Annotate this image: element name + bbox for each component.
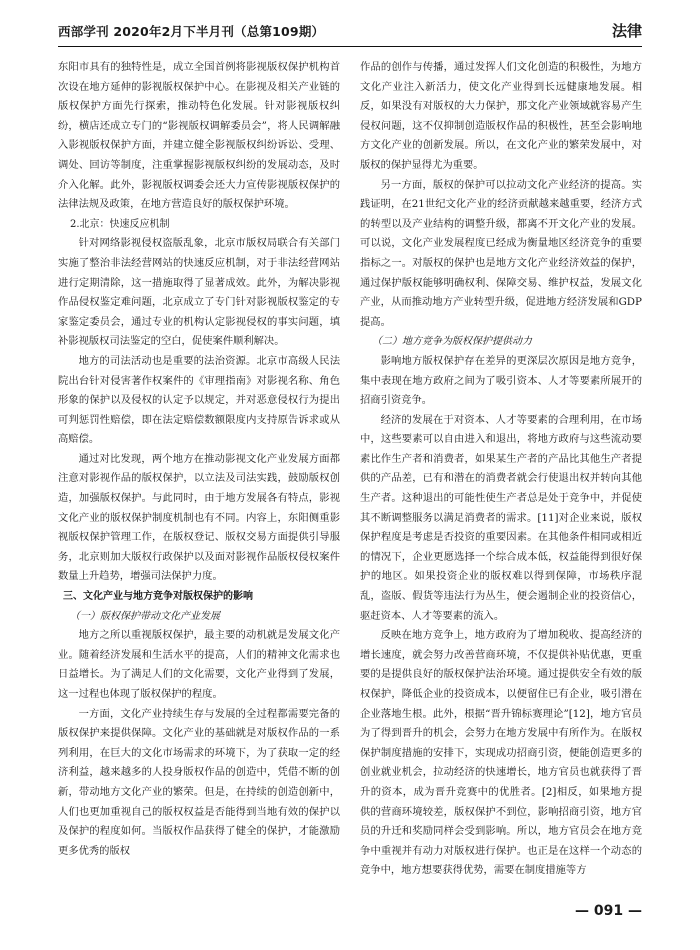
left-column xyxy=(58,58,340,861)
subsection-heading xyxy=(58,607,340,627)
page-number: — 091 — xyxy=(575,903,642,919)
page-header xyxy=(58,20,642,42)
paragraph: 东阳市具有的独特性是，成立全国首例将影视版权保护机构首次设在地方延伸的影视版权保护中心。在影视及相关产业链的版权保护方面先行探索，推动特色化发展。针对影视版权纠纷，横店还成立专门的“影视版权调解委员会”，将人民调解融入影视版权保护方面，并建立健全影视版权纠纷诉讼、受理、调处、回访等制度，注重掌握影视版权纠纷的发展动态，及时介入化解。此外，影视版权调委会还大力宣传影视版权保护的法律法规及政策，在地方营造良好的版权保护环境。 xyxy=(58,61,340,211)
right-column xyxy=(360,58,642,881)
section-name: 法律 xyxy=(611,22,642,40)
paragraph: 经济的发展在于对资本、人才等要素的合理利用，在市场中，这些要素可以自由进入和退出，将地方政府与这些流动要素比作生产者和消费者，如果某生产者的产品比其他生产者提供的产品差，已有和潜在的消费者就会行使退出权并转向其他生产者。这种退出的可能性使生产者总是处于竞争中，并促使其不断调整服务以满足消费者的需求。[11]对企业来说，版权保护程度是考虑是否投资的重要因素。在其他条件相同或相近的情况下，企业更愿选择一个综合成本低，权益能得到很好保护的地区。如果投资企业的版权难以得到保障，市场秩序混乱，盗版、假货等违法行为丛生，便会遏制企业的投资信心，驱赶资本、人才等要素的流入。 xyxy=(360,413,642,622)
paragraph: 针对网络影视侵权盗版乱象，北京市版权局联合有关部门实施了整治非法经营网站的快速反应机制，对于非法经营网站进行定期清除，这一措施取得了显著成效。此外，为解决影视作品侵权鉴定难问题，北京成立了专门针对影视版权鉴定的专家鉴定委员会，通过专业的机构认定影视侵权的事实问题，填补影视版权司法鉴定的空白，促使案件顺利解决。 xyxy=(58,237,340,348)
subsection-heading-label: （二）地方竞争为版权保护提供动力 xyxy=(372,336,532,348)
paragraph: 通过对比发现，两个地方在推动影视文化产业发展方面都注意对影视作品的版权保护，以立法及司法实践，鼓励版权创造，加强版权保护。与此同时，由于地方发展各有特点，影视文化产业的版权保护制度机制也有不同。内容上，东阳侧重影视版权保护管理工作，在版权登记、版权交易方面提供引导服务，北京则加大版权行政保护以及面对影视作品版权侵权案件数量上升趋势，增强司法保护力度。 xyxy=(58,452,340,583)
paragraph: 另一方面，版权的保护可以拉动文化产业经济的提高。实践证明，在21世纪文化产业的经济贡献越来越重要，经济方式的转型以及产业结构的调整升级，都离不开文化产业的发展。可以说，文化产业发展程度已经成为衡量地区经济竞争的重要指标之一。对版权的保护也是地方文化产业经济效益的保护，通过保护版权能够明确权利、保障交易、维护权益，发展文化产业，从而推动地方产业转型升级，促进地方经济发展和GDP提高。 xyxy=(360,178,642,328)
paragraph: 一方面，文化产业持续生存与发展的全过程都需要完备的版权保护来提供保障。文化产业的基础就是对版权作品的一系列利用，在巨大的文化市场需求的环境下，为了获取一定的经济利益，越来越多的人投身版权作品的创造中，凭借不断的创新，带动地方文化产业的繁荣。但是，在持续的创造创新中，人们也更加重视自己的版权权益是否能得到当地有效的保护以及保护的程度如何。当版权作品获得了健全的保护，才能激励更多优秀的版权 xyxy=(58,707,340,857)
journal-title: 西部学刊 2020年2月下半月刊（总第109期） xyxy=(58,24,325,39)
subsection-heading-label: （一）版权保护带动文化产业发展 xyxy=(70,610,220,622)
paragraph: 地方的司法活动也是重要的法治资源。北京市高级人民法院出台针对侵害著作权案件的《审理指南》对影视名称、角色形象的保护以及侵权的认定予以规定，并对恶意侵权行为提出可判惩罚性赔偿，即在法定赔偿数额限度内支持原告诉求或从高赔偿。 xyxy=(58,354,340,446)
paragraph: 地方之所以重视版权保护，最主要的动机就是发展文化产业。随着经济发展和生活水平的提高，人们的精神文化需求也日益增长。为了满足人们的文化需要，文化产业得到了发展，这一过程也体现了版权保护的程度。 xyxy=(58,629,340,700)
header-rule xyxy=(58,46,642,47)
paragraph: 影响地方版权保护存在差异的更深层次原因是地方竞争，集中表现在地方政府之间为了吸引资本、人才等要素所展开的招商引资竞争。 xyxy=(360,354,642,407)
paragraph: 反映在地方竞争上，地方政府为了增加税收、提高经济的增长速度，就会努力改善营商环境，不仅提供补贴优惠，更重要的是提供良好的版权保护法治环境。通过提供安全有效的版权保护，降低企业的投资成本，以便留住已有企业，吸引潜在企业落地生根。此外，根据“晋升锦标赛理论”[12]，地方官员为了得到晋升的机会，会努力在地方发展中有所作为。在版权保护制度措施的安排下，实现成功招商引资，便能创造更多的创业就业机会，拉动经济的快速增长，地方官员也就获得了晋升的资本，成为晋升竞赛中的优胜者。[2]相反，如果地方提供的营商环境较差，版权保护不到位，影响招商引资，地方官员的升迁和奖励同样会受到影响。所以，地方官员会在地方竞争中重视并有动力对版权进行保护。也正是在这样一个动态的竞争中，地方想要获得优势，需要在制度措施等方 xyxy=(360,629,642,877)
subsection-heading: 2.北京：快速反应机制 xyxy=(70,218,170,230)
subsection-heading xyxy=(360,332,642,352)
paragraph: 作品的创作与传播，通过发挥人们文化创造的积极性，为地方文化产业注入新活力，使文化产业得到长远健康地发展。相反，如果没有对版权的大力保护，那文化产业领域就容易产生侵权问题，这不仅抑制创造版权作品的积极性，甚至会影响地方文化产业的创新发展。所以，在文化产业的繁荣发展中，对版权的保护显得尤为重要。 xyxy=(360,61,642,171)
section-heading: 三、文化产业与地方竞争对版权保护的影响 xyxy=(63,591,253,603)
